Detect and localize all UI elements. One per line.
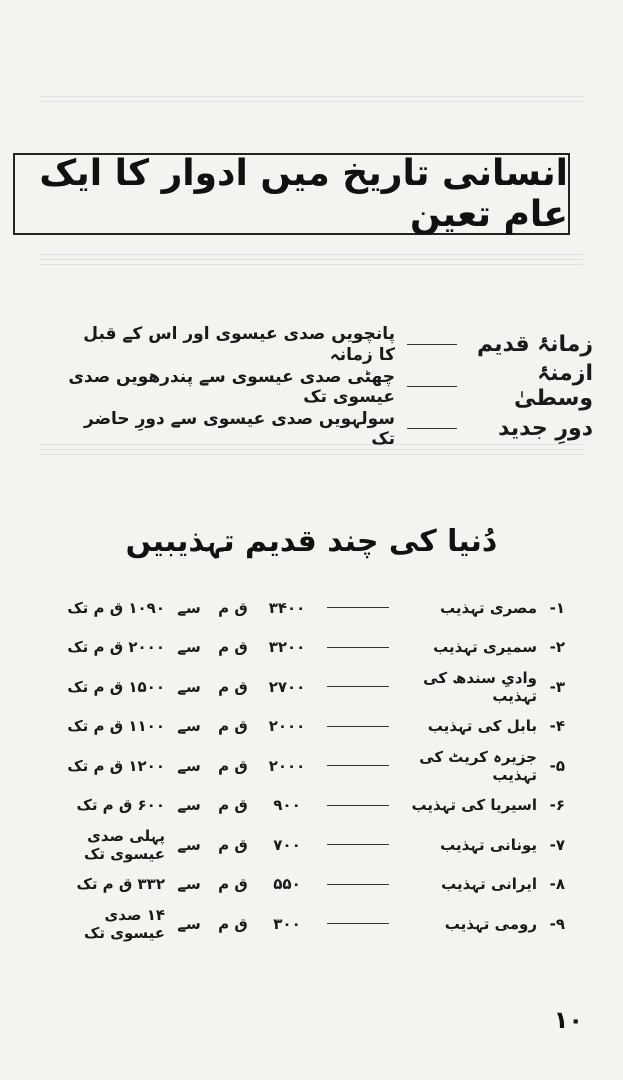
civilization-name: یونانی تہذیب bbox=[440, 835, 537, 854]
row-number: ۵- bbox=[549, 756, 565, 775]
civilization-row bbox=[45, 786, 565, 826]
civilization-row bbox=[45, 628, 565, 668]
end-period: پہلی صدی عیسوی تک bbox=[84, 826, 165, 863]
from-word: سے bbox=[177, 914, 201, 933]
start-year: ۳۰۰ bbox=[273, 914, 301, 933]
civilization-row bbox=[45, 825, 565, 865]
end-period: ۱۴ صدی عیسوی تک bbox=[84, 905, 165, 942]
civilization-name: وادیِ سندھ کی تہذیب bbox=[423, 668, 537, 705]
era-row bbox=[63, 323, 593, 365]
end-period: ۳۳۲ ق م تک bbox=[76, 875, 165, 894]
bc-label: ق م bbox=[218, 717, 248, 736]
era-description: سولہویں صدی عیسوی سے دورِ حاضر تک bbox=[84, 408, 395, 449]
dash-separator bbox=[327, 805, 389, 806]
eras-list bbox=[63, 323, 593, 449]
row-number: ۶- bbox=[549, 796, 565, 815]
civilization-name: مصری تہذیب bbox=[440, 598, 537, 617]
from-word: سے bbox=[177, 638, 201, 657]
bc-label: ق م bbox=[218, 638, 248, 657]
bc-label: ق م bbox=[218, 796, 248, 815]
dash-separator bbox=[327, 884, 389, 885]
start-year: ۲۰۰۰ bbox=[268, 717, 306, 736]
civilization-name: بابل کی تہذیب bbox=[427, 717, 537, 736]
row-number: ۳- bbox=[549, 677, 565, 696]
page-title: انسانی تاریخ میں ادوار کا ایک عام تعین bbox=[13, 153, 570, 235]
era-description: پانچویں صدی عیسوی اور اس کے قبل کا زمانہ bbox=[83, 324, 395, 365]
bleed-through-lines bbox=[0, 92, 623, 106]
era-name: دورِ جدید bbox=[498, 415, 593, 441]
civilization-row bbox=[45, 865, 565, 905]
page-number: ۱۰ bbox=[553, 1006, 583, 1034]
dash-separator bbox=[327, 607, 389, 608]
end-period: ۱۵۰۰ ق م تک bbox=[67, 677, 165, 696]
era-name: ازمنۂ وسطیٰ bbox=[514, 361, 593, 411]
bc-label: ق م bbox=[218, 835, 248, 854]
row-number: ۹- bbox=[549, 914, 565, 933]
bc-label: ق م bbox=[218, 914, 248, 933]
dash-separator bbox=[407, 428, 457, 429]
civilization-row bbox=[45, 746, 565, 786]
bleed-through-lines bbox=[0, 250, 623, 264]
civilization-name: اسیریا کی تہذیب bbox=[411, 796, 537, 815]
from-word: سے bbox=[177, 677, 201, 696]
bc-label: ق م bbox=[218, 875, 248, 894]
start-year: ۵۵۰ bbox=[273, 875, 301, 894]
end-period: ۲۰۰۰ ق م تک bbox=[67, 638, 165, 657]
era-description: چھٹی صدی عیسوی سے پندرھویں صدی عیسوی تک bbox=[68, 366, 395, 407]
civilization-name: جزیرہ کریٹ کی تہذیب bbox=[419, 747, 537, 784]
civilizations-list bbox=[45, 588, 565, 944]
dash-separator bbox=[327, 726, 389, 727]
dash-separator bbox=[327, 765, 389, 766]
civilization-row bbox=[45, 707, 565, 747]
end-period: ۱۱۰۰ ق م تک bbox=[67, 717, 165, 736]
row-number: ۴- bbox=[549, 717, 565, 736]
row-number: ۷- bbox=[549, 835, 565, 854]
row-number: ۲- bbox=[549, 638, 565, 657]
start-year: ۷۰۰ bbox=[273, 835, 301, 854]
civilization-name: سمیری تہذیب bbox=[433, 638, 537, 657]
row-number: ۸- bbox=[549, 875, 565, 894]
era-row bbox=[63, 407, 593, 449]
era-name: زمانۂ قدیم bbox=[477, 331, 593, 357]
civilization-row bbox=[45, 667, 565, 707]
start-year: ۲۰۰۰ bbox=[268, 756, 306, 775]
bc-label: ق م bbox=[218, 677, 248, 696]
dash-separator bbox=[407, 386, 457, 387]
from-word: سے bbox=[177, 598, 201, 617]
civilization-name: ایرانی تہذیب bbox=[441, 875, 537, 894]
start-year: ۲۷۰۰ bbox=[268, 677, 306, 696]
start-year: ۳۴۰۰ bbox=[268, 598, 306, 617]
start-year: ۳۲۰۰ bbox=[268, 638, 306, 657]
from-word: سے bbox=[177, 875, 201, 894]
end-period: ۱۲۰۰ ق م تک bbox=[67, 756, 165, 775]
dash-separator bbox=[407, 344, 457, 345]
civilization-name: رومی تہذیب bbox=[444, 914, 537, 933]
from-word: سے bbox=[177, 717, 201, 736]
dash-separator bbox=[327, 686, 389, 687]
civilization-row bbox=[45, 588, 565, 628]
bc-label: ق م bbox=[218, 756, 248, 775]
dash-separator bbox=[327, 923, 389, 924]
bc-label: ق م bbox=[218, 598, 248, 617]
end-period: ۱۰۹۰ ق م تک bbox=[67, 598, 165, 617]
from-word: سے bbox=[177, 835, 201, 854]
end-period: ۶۰۰ ق م تک bbox=[76, 796, 165, 815]
dash-separator bbox=[327, 844, 389, 845]
era-row bbox=[63, 361, 593, 411]
start-year: ۹۰۰ bbox=[273, 796, 301, 815]
row-number: ۱- bbox=[549, 598, 565, 617]
dash-separator bbox=[327, 647, 389, 648]
from-word: سے bbox=[177, 756, 201, 775]
section-heading: دُنیا کی چند قدیم تہذیبیں bbox=[125, 524, 498, 559]
from-word: سے bbox=[177, 796, 201, 815]
civilization-row bbox=[45, 904, 565, 944]
